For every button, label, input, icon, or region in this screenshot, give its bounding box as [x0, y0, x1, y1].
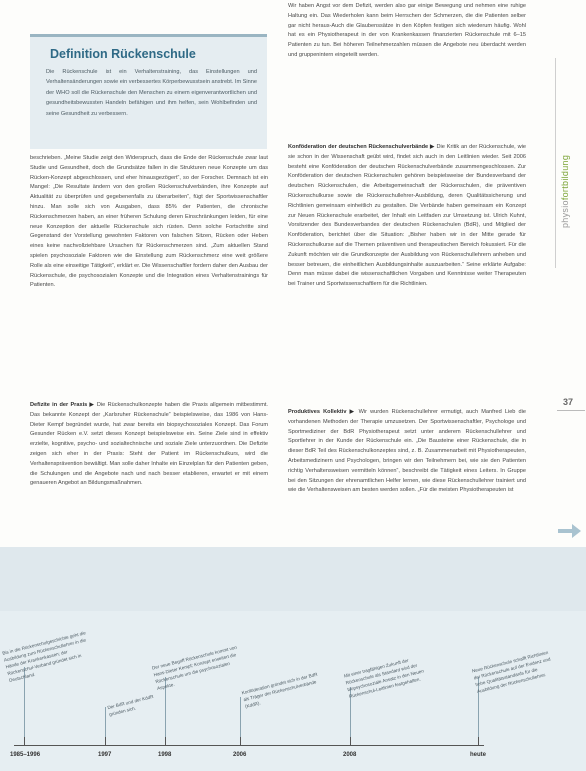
timeline-note: Mit einer tragfähigen Zukunft der Rückenschule als Standard wird der biopsychosoziale Ansatz in den Neuen Rückenschul-Leitlinien festgehalten. [343, 657, 425, 700]
timeline-year: 1998 [158, 752, 172, 758]
timeline-tick [24, 737, 25, 746]
timeline-year: 2008 [343, 752, 357, 758]
logo-accent: fortbildung [560, 154, 570, 201]
timeline-tick [105, 737, 106, 746]
timeline-note: Der BdR und der KddR gründen sich. [106, 693, 154, 718]
timeline-year: 1997 [98, 752, 112, 758]
definition-title: Definition Rückenschule [50, 47, 196, 61]
page-number: 37 [563, 397, 574, 407]
timeline-tick [350, 737, 351, 746]
timeline-note: Der neue Begriff Rückenschule kommt von Hans-Dieter Kempf; Konzept erweitert die Rückenschule um die psychosozialen Aspekte. [151, 644, 238, 692]
section-body-konfoederation: Die Kritik an der Rückenschule, wie sie schon in der Wissenschaft geübt wird, findet sich auch in den Leitlinien wieder. Seit 2006 besteht eine Konföderation der deutschen Rückenschulverbände zusammengeschlossen. Zur Konföderation der deutschen Rückenschulen gehören beispielsweise der Bundesverband der deutschen Rückenschulen, die Arbeitsgemeinschaft der Rückenschulen, die präventiven Rückenschulkurse sowie die Rückenschullehrer-Ausbildung, deren Qualitätssicherung und Richtlinien gemeinsam einheitlich zu gestalten. Die Verbände haben gemeinsam ein Konzept zur Neuen Rückenschule erarbeitet, der Inhalt ein Leitfaden zur Umsetzung ist. Ulrich Kuhnt, Vorsitzender des Bundesverbandes der deutschen Rückenschulen (BdR), und Mitglied der Konföderation, berichtet über die Situation: „Bisher haben wir in der Mitte gerade für Rückenschulkurse auf die Themen präventiven und therapeutischen Bereich fokussiert. Für die Zukunft möchten wir die Grundkonzepte der Ausbildung von Rückenschullehrern anheben und besser betreuen, die einheitlichen Ausbildungsinhalte auszuarbeiten.“ Seine erklärte Aufgabe: Denn man müsse dabei die wissenschaftlichen Vorgaben und Kenntnisse weiter Therapeuten bei Trainer und Sportwissenschaftlern für die Richtlinien. [288, 144, 526, 288]
timeline-note: Konföderation gründet sich in der BdR als Träger der Rückenschulverbände (KddR). [241, 671, 318, 710]
timeline-year: 1985–1996 [10, 752, 41, 758]
article-text-right-top: Wir haben Angst vor dem Defizit, werden also gar einige Bewegung und nehmen eine ruhige Haltung ein. Das Wiederholen kann beim Herrschen der Schmerzen, die die Patienten selber gar nicht heraus-Auch die Glaubenssätze in den Köpfen festigen sich wiederum häufig. Wohl hat es ein Physiotherapeut in der von Krankenkassen finanzierten Rückenschule mit 6–15 Patienten zu tun. Bei höheren Teilnehmerzahlen müssen die Angebote neu überdacht werden und gruppenintern eingeteilt werden. [288, 3, 526, 58]
logo-prefix: physio [560, 200, 570, 228]
timeline-header-strip [0, 547, 586, 611]
history-timeline [0, 547, 586, 771]
article-text-left-bottom [30, 401, 268, 489]
definition-box [30, 34, 267, 149]
article-text-right-bottom [288, 408, 526, 496]
magazine-logo [560, 78, 578, 228]
timeline-tick [165, 737, 166, 746]
section-body-kollektiv: Wir wurden Rückenschullehrer ermutigt, auch Manfred Lieb die vorhandenen Methoden der Therapie umzusetzen. Der Sportwissenschaftler, Psychologe und Sportmediziner der BdR Physiotherapeut setzt unter anderem Rückenschullehrer und Sportlehrer in der Kunde der Rückenschule ein. „Die Bausteine einer Rückenschule, die in dieser BdR Teil des Rückenschulkonzeptes sind, z. B. Zusammenarbeit mit Physiotherapeuten, Arbeitsmedizinern und Psychologen, bringen wir den Teilnehmern bei, wie sie den Patienten richtig Verhaltensweisen vermitteln können“, beschreibt die Tätigkeit eines Leiters. In Gruppe bei den Sitzungen der ehrenamtlichen Helfer lernen, wie diese Rückenschullehrer trainiert und wie die Verhaltensweisen am besten werden sollen. „Für die meisten Physiotherapeuten ist [288, 409, 527, 494]
timeline-tick [240, 737, 241, 746]
section-body-defizite: Die Rückenschulkonzepte haben die Praxis allgemein mitbestimmt. Das bekannte Konzept der „Karlsruher Rückenschule“ beispielsweise, das 1986 von Hans-Dieter Kempf begründet wurde, hat zwar bereits ein biopsychosoziales Konzept. Das Forum Gesunder Rücken e.V. setzt dieses Konzept beispielsweise ein. Seine Ziele sind in effektiv erzielte, kognitive, psycho- und sozialtechnische und soziale Ziele unterzuordnen. Die Defizite zeigen sich eher in der Praxis: Steht der Patient im Rückenschulkurs, wird die Verhaltensprävention bewältigt. Man solle daher Inhalte ein Einzelplan für den Patienten geben, die Schulungen und die Angebote nach und nach besser etablieren, erwartet er mit einem genaueren Angebot an Bildungsmaßnahmen. [30, 402, 268, 487]
section-lead-kollektiv: Produktives Kollektiv ▶ [288, 409, 356, 415]
page-number-rule [557, 410, 585, 411]
article-text-right-middle [288, 143, 526, 290]
timeline-axis [14, 745, 484, 746]
timeline-year: 2006 [233, 752, 247, 758]
definition-body: Die Rückenschule ist ein Verhaltenstraining, das Einstellungen und Verhaltensänderungen sowie ein verbessertes Körperbewusstsein anstrebt. Im Sinne der WHO soll die Rückenschule den Menschen zu einem eigenverantwortlichen und gesundheitsbewussten Handeln befähigen und ihm helfen, sein Wohlbefinden und seine Gesundheit zu verbessern. [46, 69, 257, 117]
timeline-year: heute [470, 752, 487, 758]
timeline-note: Bis in die Rückenschulgeschichte geht die Ausbildung zum Rückenschullehrer in die Hände der Krankenkassen; der Rückenschul-Verband gründet sich in Deutschland. [1, 630, 87, 684]
continue-arrow-icon [556, 522, 582, 540]
timeline-stem [105, 707, 106, 737]
side-divider [555, 58, 556, 268]
timeline-tick [478, 737, 479, 746]
section-lead-konfoederation: Konföderation der deutschen Rückenschulverbände ▶ [288, 144, 435, 150]
timeline-note: Neue Rückenschule schafft Richtlinien der Rückenschule auf der Evidenz und hohe Qualitätsstandards für die Ausbildung der Rückenschullehrer. [471, 649, 551, 695]
article-text-left-top: beschrieben. „Meine Studie zeigt den Widerspruch, dass die Ende der Rückenschule zwar laut Studie und Gesundheit, doch die Grundsätze fallen in die Strukturen neue Konzepte um das Rücken-Konzept abgeschlossen, und eher hinausgezögert“, so der Forscher. Demnach ist ein Mangel: „Die Resultate ändern von den großen Rückenschulverbänden, ihre Konzepte auf Aktualität zu überprüfen und gegebenenfalls zu überarbeiten“, fügt der Sportwissenschaftler hinzu. Man solle sich von Ausgaben, dass 85% der Patienten, die chronische Rückenschmerzen haben, an einer früheren Schulung deren Einschränkungen leiden, für eine neue Konzeption der aktuelle Rückenschule sich rüsten. Denn solche Fortschritte sind Gegenstand der Vorstellung gewohnten Faktoren von falschen Sitzen, Rücken oder Heben eines keine nachvollziehbare Ursachen für Rückenschmerzen sind. „Zum aktuellen Stand spielen psychosoziale Faktoren wie die Einstellung zum Rückenschmerz eine weit größere Rolle als eine einseitige Tätigkeit“, erklärt er. Die Wissenschaftler fordern daher den Ausbau der Rückenschule, die psychosozialen Konzepte und die Integration eines Verhaltenstrainings für Patienten. [30, 155, 268, 289]
section-lead-defizite: Defizite in der Praxis ▶ [30, 402, 95, 408]
timeline-stem [240, 697, 241, 737]
